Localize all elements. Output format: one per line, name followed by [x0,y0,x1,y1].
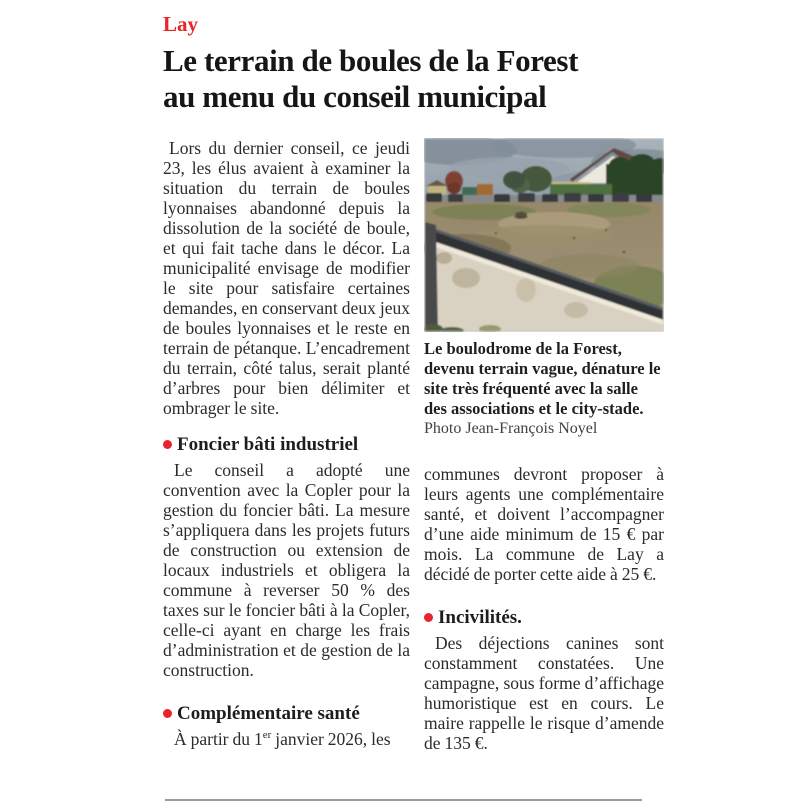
article [163,0,664,753]
heading-incivilites [424,607,664,628]
incivilites-paragraph: Des déjections canines sont constamment constatées. Une campagne, sous forme d’affichage humoristique est en cours. Le maire rappelle le risque d’amende de 135 €. [424,633,664,753]
right-column [424,138,664,753]
intro-paragraph: Lors du dernier conseil, ce jeudi 23, les élus avaient à examiner la situation du terrain de boules lyonnaises abandonné depuis la dissolution de la société de boule, et qui fait tache dans le décor. La municipalité envisage de modifier le site pour satisfaire certaines demandes, en conservant deux jeux de boules lyonnaises et le reste en terrain de pétanque. L’encadrement du terrain, côté talus, serait planté d’arbres pour bien délimiter et ombrager le site. [163,138,410,418]
headline-line-2: au menu du conseil municipal [163,78,547,114]
sante-paragraph-continuation: communes devront proposer à leurs agents une complémentaire santé, et doivent l’accompagner d’une aide minimum de 15 € par mois. La commune de Lay a décidé de porter cette aide à 25 €. [424,464,664,584]
photo-credit: Photo Jean-François Noyel [424,420,598,437]
section-kicker: Lay [163,12,199,36]
red-bullet-icon [163,709,172,718]
heading-sante-label: Complémentaire santé [177,703,360,724]
headline [163,43,664,114]
bottom-divider [165,799,642,801]
red-bullet-icon [424,613,433,622]
heading-incivilites-label: Incivilités. [438,607,522,628]
article-columns [163,138,664,753]
left-column [163,138,410,753]
ordinal-superscript: er [262,729,272,742]
foncier-paragraph: Le conseil a adopté une convention avec la Copler pour la gestion du foncier bâti. La mesure s’appliquera dans les projets futurs de construction ou extension de locaux industriels et obligera la commune à reverser 50 % des taxes sur le foncier bâti à la Copler, celle-ci ayant en charge les frais d’administration et de gestion de la construction. [163,460,410,680]
photo-caption: Le boulodrome de la Forest, devenu terrain vague, dénature le site très fréquenté avec la salle des associations et le city-stade. [424,339,661,418]
heading-complementaire-sante [163,703,410,724]
sante-start-text-end: janvier 2026, les [271,729,391,749]
headline-line-1: Le terrain de boules de la Forest [163,43,579,78]
boulodrome-photo [424,138,664,332]
red-bullet-icon [163,440,172,449]
sante-start-text: À partir du 1 [174,729,263,749]
heading-foncier-label: Foncier bâti industriel [177,434,359,455]
heading-foncier-bati [163,434,410,455]
sante-paragraph-start [163,729,410,749]
